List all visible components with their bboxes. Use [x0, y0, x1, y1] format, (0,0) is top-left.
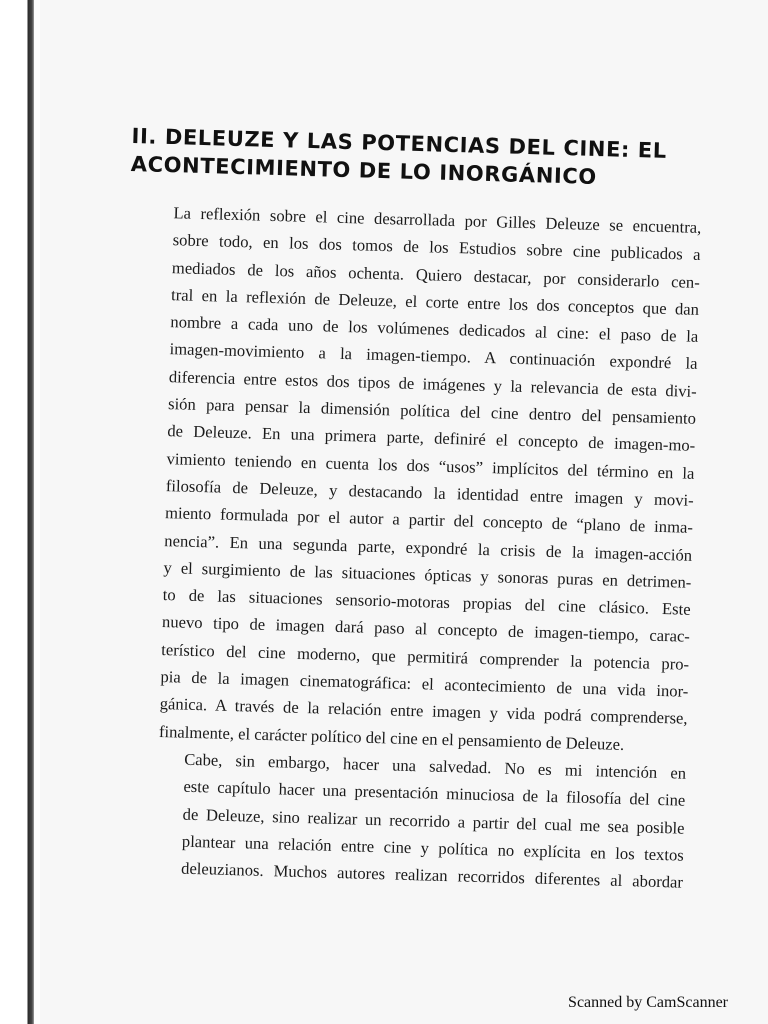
text-line: miento formulada por el autor a partir del concepto de “plano de inma-: [164, 503, 694, 538]
text-line: sobre todo, en los dos tomos de los Estudios sobre cine publicados a: [172, 230, 701, 265]
book-page: [40, 0, 768, 1024]
paragraph-1: [159, 199, 702, 759]
text-line: imagen-movimiento a la imagen-tiempo. A continuación expondré la: [169, 339, 698, 374]
text-line: finalmente, el carácter político del cine en el pensamiento de Deleuze.: [158, 721, 625, 754]
text-line: deleuzianos. Muchos autores realizan recorridos diferentes al abordar: [180, 858, 684, 892]
text-line: tral en la reflexión de Deleuze, el corte entre los dos conceptos que dan: [170, 285, 700, 319]
text-line: diferencia entre estos dos tipos de imágenes y la relevancia de esta divi-: [168, 366, 697, 401]
text-line: Cabe, sin embargo, hacer una salvedad. No es mi intención en: [183, 749, 687, 783]
text-line: mediados de los años ochenta. Quiero destacar, por considerarlo cen-: [171, 257, 701, 292]
scanner-watermark: Scanned by CamScanner: [568, 994, 728, 1011]
text-line: de Deleuze, sino realizar un recorrido a partir del cual me sea posible: [182, 804, 685, 838]
text-line: vimiento teniendo en cuenta los dos “usos” implícitos del término en la: [166, 448, 695, 483]
chapter-title-line-2: ACONTECIMIENTO DE LO INORGÁNICO: [130, 151, 598, 189]
body-text: [155, 199, 702, 896]
paragraph-2: [155, 745, 687, 896]
text-line: plantear una relación entre cine y política no explícita en los textos: [181, 831, 685, 865]
text-line: de Deleuze. En una primera parte, definiré el concepto de imagen-mo-: [167, 421, 696, 456]
text-line: gánica. A través de la relación entre imagen y vida podrá comprenderse,: [159, 694, 688, 729]
text-line: sión para pensar la dimensión política del cine dentro del pensamiento: [167, 394, 697, 428]
book-binding-edge: [0, 0, 34, 1024]
text-line: nencia”. En una segunda parte, expondré la crisis de la imagen-acción: [164, 530, 693, 565]
text-line: y el surgimiento de las situaciones ópticas y sonoras puras en detrimen-: [163, 557, 692, 592]
text-line: terístico del cine moderno, que permitirá comprender la potencia pro-: [161, 639, 690, 674]
text-line: to de las situaciones sensorio-motoras propias del cine clásico. Este: [162, 585, 691, 619]
page-content: [111, 122, 702, 896]
chapter-title: [130, 122, 691, 194]
text-line: nombre a cada uno de los volúmenes dedicados al cine: el paso de la: [170, 312, 699, 347]
chapter-title-line-1: II. DELEUZE Y LAS POTENCIAS DEL CINE: EL: [131, 123, 668, 163]
text-line: La reflexión sobre el cine desarrollada por Gilles Deleuze se encuentra,: [173, 203, 702, 237]
text-line: este capítulo hacer una presentación minuciosa de la filosofía del cine: [183, 776, 686, 810]
text-line: filosofía de Deleuze, y destacando la identidad entre imagen y movi-: [165, 476, 694, 510]
text-line: nuevo tipo de imagen dará paso al concepto de imagen-tiempo, carac-: [161, 612, 691, 647]
text-line: pia de la imagen cinematográfica: el acontecimiento de una vida inor-: [160, 667, 689, 701]
